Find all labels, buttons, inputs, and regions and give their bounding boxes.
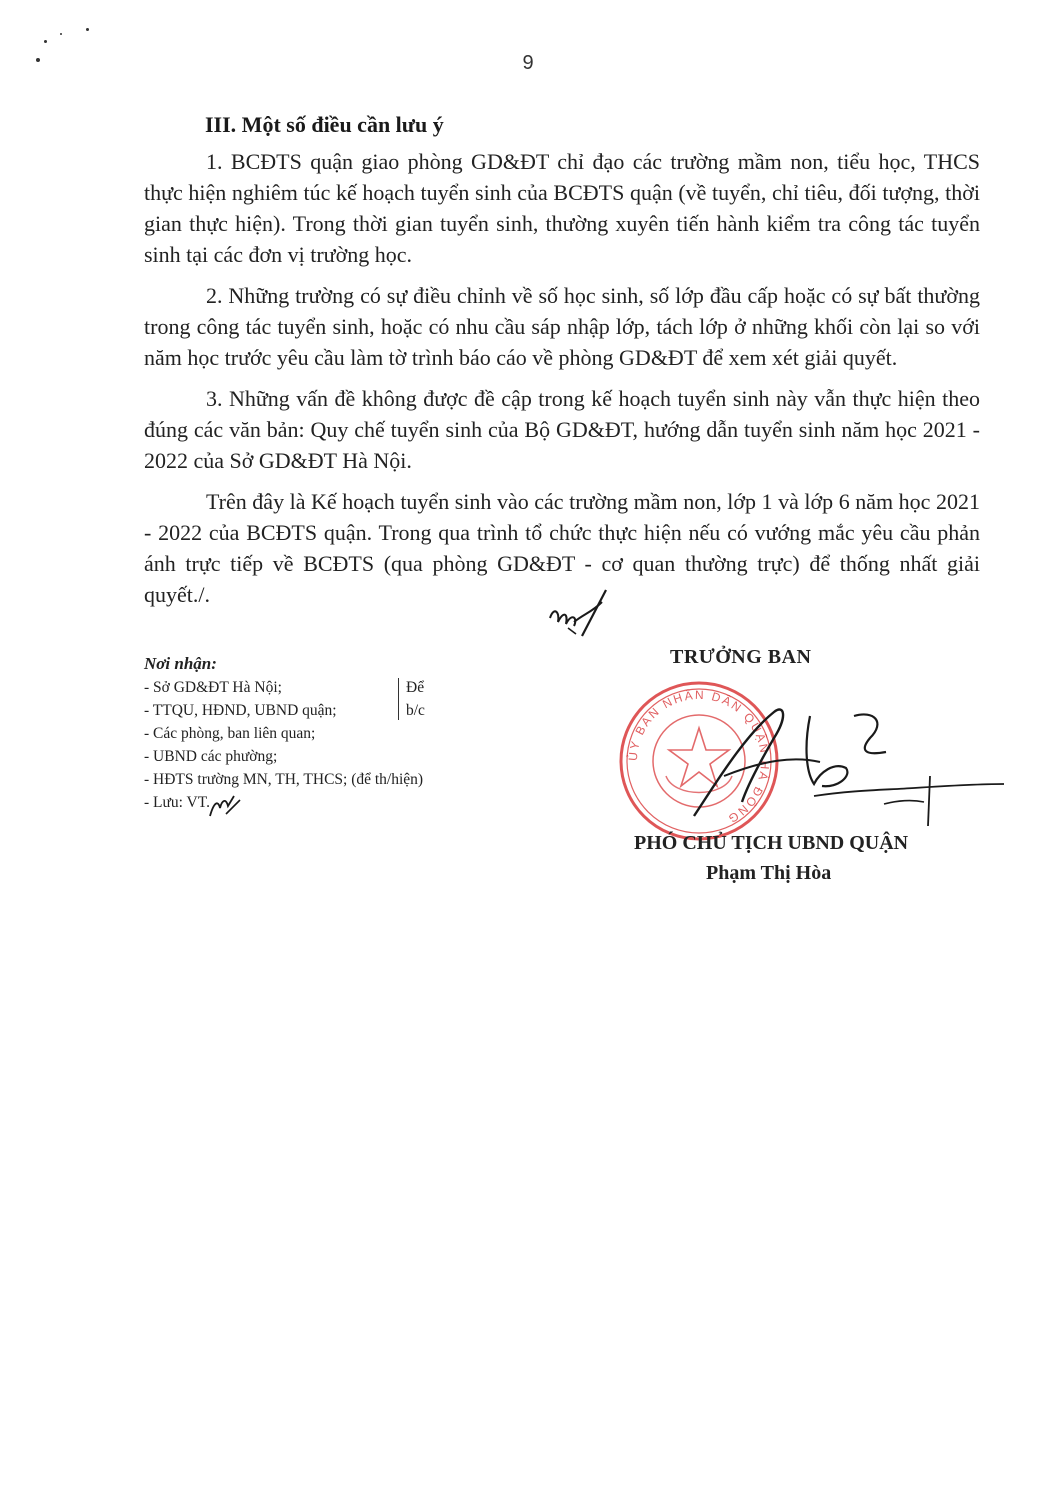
recipients-report-group	[144, 676, 524, 722]
signer-role: TRƯỞNG BAN	[670, 646, 812, 668]
section-heading: III. Một số điều cần lưu ý	[205, 112, 444, 137]
recipient-item: - TTQU, HĐND, UBND quận;	[144, 702, 337, 719]
handwritten-signature-icon	[624, 676, 1014, 836]
bracket-divider	[398, 678, 399, 720]
signer-name: Phạm Thị Hòa	[706, 862, 832, 884]
paragraph-3: 3. Những vấn đề không được đề cập trong kế hoạch tuyển sinh này vẫn thực hiện theo đúng các văn bản: Quy chế tuyển sinh của Bộ GD&ĐT, hướng dẫn tuyển sinh năm học 2021 - 2022 của Sở GD&ĐT Hà Nội.	[144, 386, 980, 473]
seal-text: ỦY BAN NHÂN DÂN QUẬN HÀ ĐÔNG	[625, 687, 773, 827]
handwritten-initials-icon	[204, 792, 248, 822]
paragraph-2: 2. Những trường có sự điều chỉnh về số học sinh, số lớp đầu cấp hoặc có sự bất thường trong công tác tuyển sinh, hoặc có nhu cầu sáp nhập lớp, tách lớp ở những khối còn lại so với năm học trước yêu cầu làm tờ trình báo cáo về phòng GD&ĐT để xem xét giải quyết.	[144, 283, 980, 370]
signer-title: PHÓ CHỦ TỊCH UBND QUẬN	[634, 832, 909, 854]
paragraph-1: 1. BCĐTS quận giao phòng GD&ĐT chỉ đạo các trường mầm non, tiểu học, THCS thực hiện nghiêm túc kế hoạch tuyển sinh của BCĐTS quận (về tuyển, chỉ tiêu, đối tượng, thời gian thực hiện). Trong thời gian tuyển sinh, thường xuyên tiến hành kiểm tra công tác tuyển sinh tại các đơn vị trường học.	[144, 149, 980, 267]
recipient-item: - Sở GD&ĐT Hà Nội;	[144, 679, 282, 696]
signer-block	[614, 646, 1014, 902]
handwritten-initial	[544, 584, 614, 644]
scan-speck	[60, 33, 62, 35]
recipient-item: - HĐTS trường MN, TH, THCS; (để th/hiện)	[144, 771, 424, 788]
closing-paragraph: Trên đây là Kế hoạch tuyển sinh vào các trường mầm non, lớp 1 và lớp 6 năm học 2021 - 2022 của BCĐTS quận. Trong qua trình tổ chức thực hiện nếu có vướng mắc yêu cầu phản ánh trực tiếp về BCĐTS (qua phòng GD&ĐT - cơ quan thường trực) để thống nhất giải quyết./.	[144, 489, 980, 607]
recipients-title: Nơi nhận:	[144, 654, 217, 673]
recipient-item: - UBND các phường;	[144, 748, 278, 765]
recipient-item: - Lưu: VT.	[144, 794, 210, 811]
bracket-note	[406, 676, 425, 722]
scan-speck	[44, 40, 47, 43]
body-text	[144, 146, 980, 620]
page-number: 9	[522, 52, 534, 74]
recipients-block	[144, 652, 524, 814]
bracket-note-line-2: b/c	[406, 702, 425, 719]
scan-speck	[86, 28, 89, 31]
closing-block	[144, 646, 1014, 902]
bracket-note-line-1: Để	[406, 679, 425, 696]
recipient-item: - Các phòng, ban liên quan;	[144, 725, 316, 742]
